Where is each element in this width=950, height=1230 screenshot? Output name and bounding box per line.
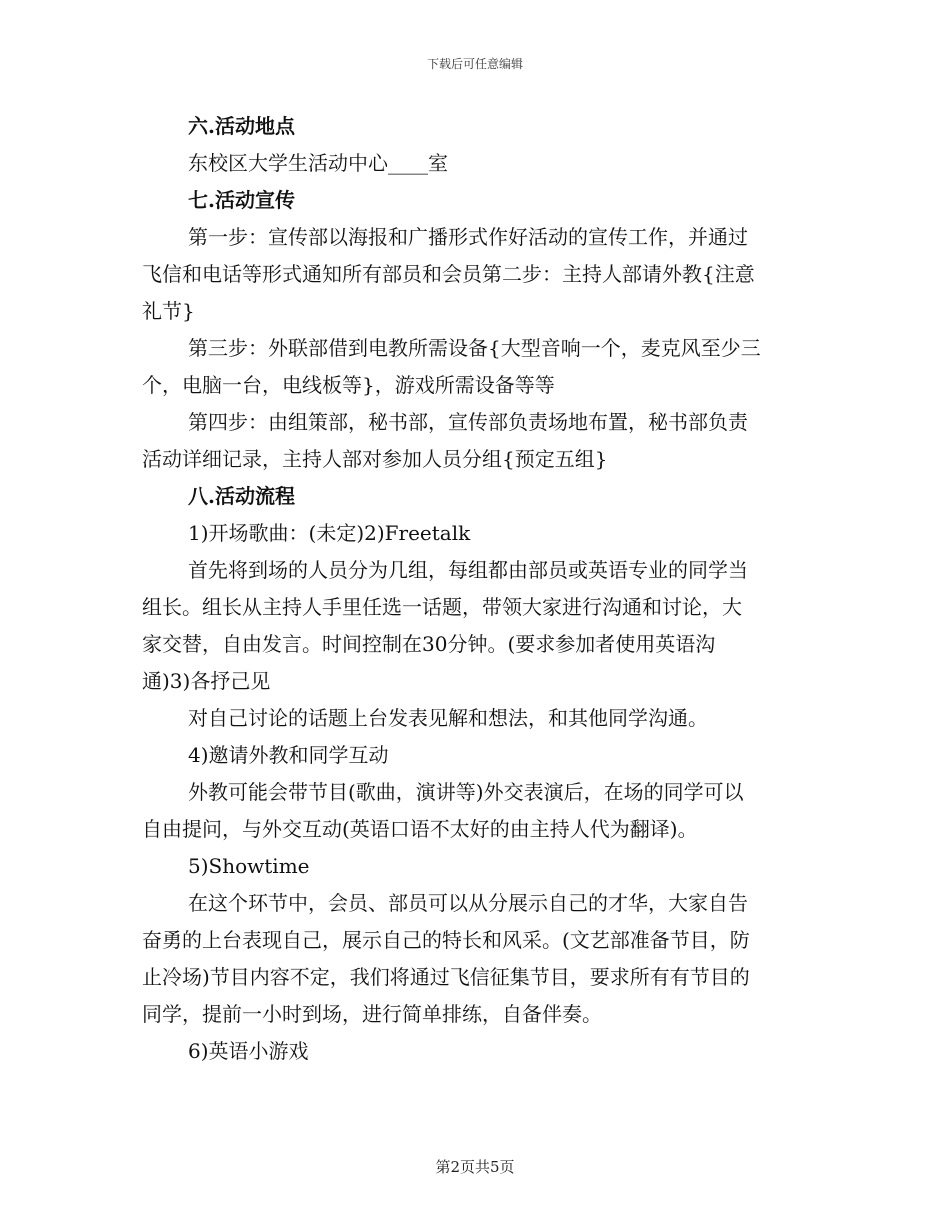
paragraph-line: 通)3)各抒己见 bbox=[142, 669, 271, 693]
page-header: 下载后可任意编辑 bbox=[426, 57, 523, 71]
paragraph-line: 5)Showtime bbox=[188, 854, 310, 878]
paragraph-line: 首先将到场的人员分为几组，每组都由部员或英语专业的同学当 bbox=[188, 558, 748, 582]
section-heading-location: 六.活动地点 bbox=[188, 114, 295, 138]
page-number: 第2页共5页 bbox=[435, 1158, 515, 1176]
section-heading-process: 八.活动流程 bbox=[188, 484, 295, 508]
paragraph-line: 自由提问，与外交互动(英语口语不太好的由主持人代为翻译)。 bbox=[142, 817, 698, 841]
paragraph-line: 4)邀请外教和同学互动 bbox=[188, 743, 389, 767]
paragraph-line: 止冷场)节目内容不定，我们将通过飞信征集节目，要求所有有节目的 bbox=[142, 965, 750, 989]
paragraph-line: 奋勇的上台表现自己，展示自己的特长和风采。(文艺部准备节目，防 bbox=[142, 928, 750, 952]
paragraph-line: 礼节} bbox=[142, 299, 195, 323]
paragraph-line: 东校区大学生活动中心____室 bbox=[188, 151, 448, 175]
paragraph-line: 第三步：外联部借到电教所需设备{大型音响一个，麦克风至少三 bbox=[188, 336, 761, 360]
paragraph-line: 飞信和电话等形式通知所有部员和会员第二步：主持人部请外教{注意 bbox=[142, 262, 755, 286]
paragraph-line: 第一步：宣传部以海报和广播形式作好活动的宣传工作，并通过 bbox=[188, 225, 748, 249]
paragraph-line: 6)英语小游戏 bbox=[188, 1039, 309, 1063]
paragraph-line: 组长。组长从主持人手里任选一话题，带领大家进行沟通和讨论，大 bbox=[142, 595, 742, 619]
paragraph-line: 活动详细记录，主持人部对参加人员分组{预定五组} bbox=[142, 447, 608, 471]
paragraph-line: 家交替，自由发言。时间控制在30分钟。(要求参加者使用英语沟 bbox=[142, 632, 716, 656]
paragraph-line: 在这个环节中，会员、部员可以从分展示自己的才华，大家自告 bbox=[188, 891, 748, 915]
document-body bbox=[142, 108, 810, 1070]
paragraph-line: 个，电脑一台，电线板等}，游戏所需设备等等 bbox=[142, 373, 555, 397]
paragraph-line: 对自己讨论的话题上台发表见解和想法，和其他同学沟通。 bbox=[188, 706, 708, 730]
paragraph-line: 1)开场歌曲：(未定)2)Freetalk bbox=[188, 521, 471, 545]
paragraph-line: 第四步：由组策部，秘书部，宣传部负责场地布置，秘书部负责 bbox=[188, 410, 748, 434]
paragraph-line: 同学，提前一小时到场，进行简单排练，自备伴奏。 bbox=[142, 1002, 602, 1026]
section-heading-publicity: 七.活动宣传 bbox=[188, 188, 295, 212]
paragraph-line: 外教可能会带节目(歌曲，演讲等)外交表演后，在场的同学可以 bbox=[188, 780, 744, 804]
